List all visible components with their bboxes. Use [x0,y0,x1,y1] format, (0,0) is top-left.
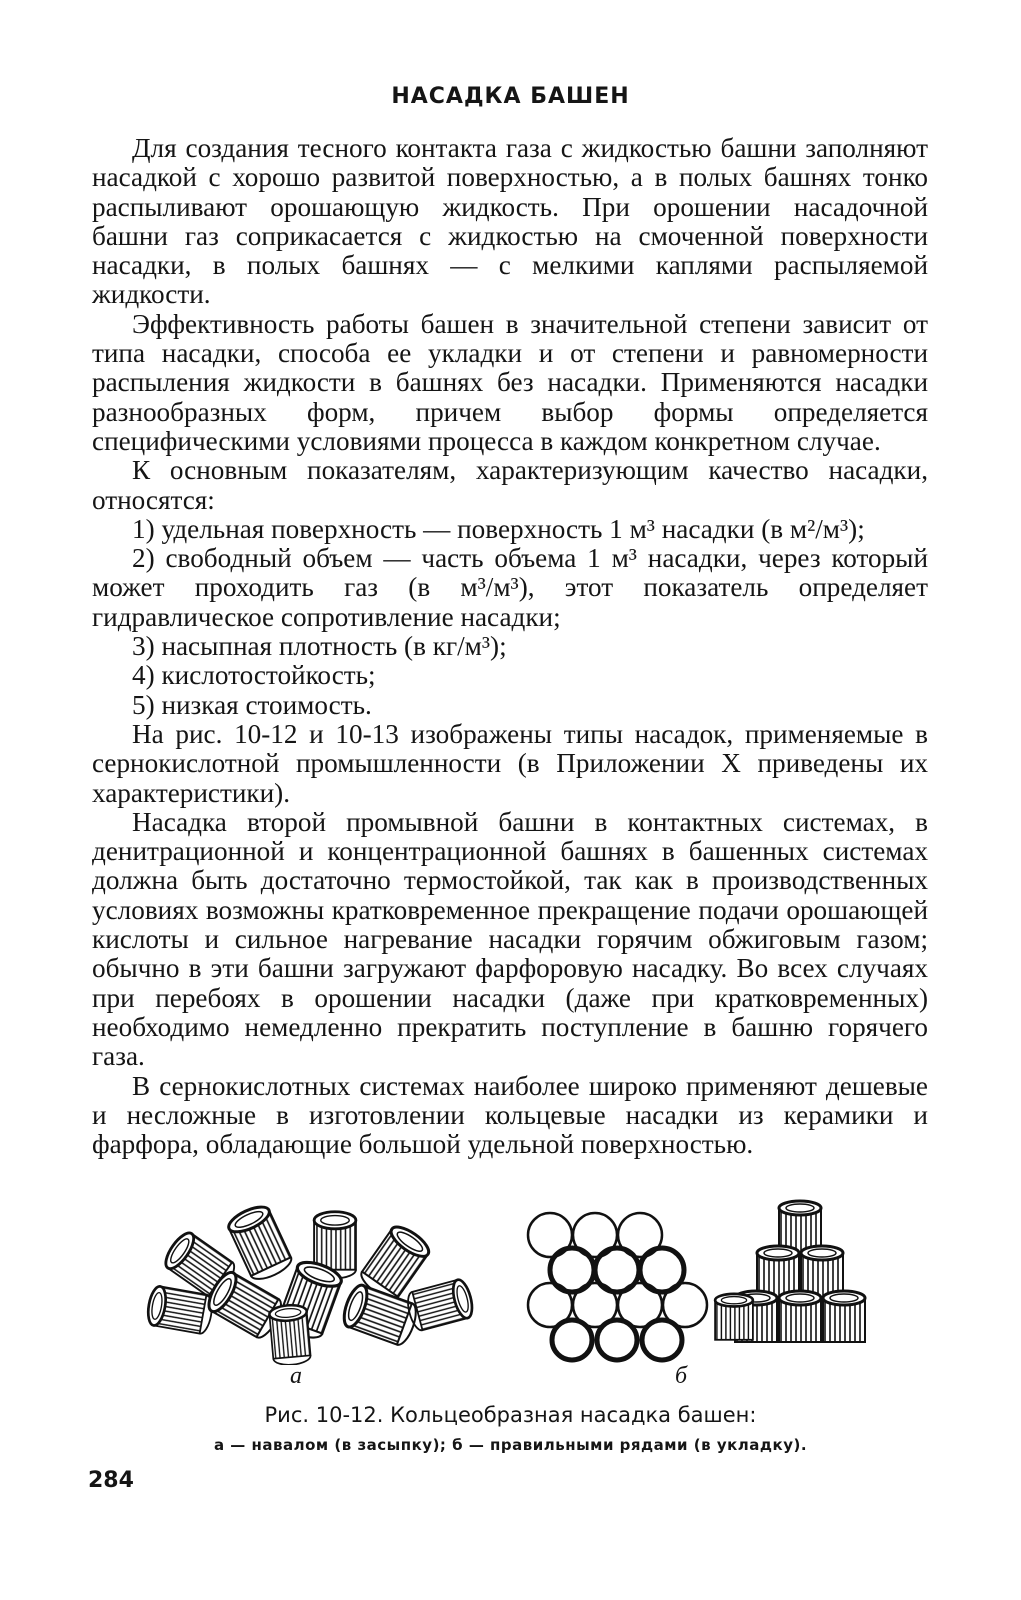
random-packing-illustration [140,1185,480,1365]
ring-icon [715,1294,753,1340]
ring-icon [823,1291,865,1342]
ring-icon [801,1246,843,1297]
list-item: 5) низкая стоимость. [132,689,372,720]
paragraph: Насадка второй промывной башни в контактных системах, в денитрационной и концентрационной башнях в башенных системах должна быть достаточно термостойкой, так как в производственных условиях возможны кратковременное прекращение подачи орошающей кислоты и сильное нагревание насадки горячим обжиговым газом; обычно в эти башни загружают фарфоровую насадку. Во всех случаях при перебоях в орошении насадки (даже при кратковременных) необходимо немедленно прекратить поступление в башню горячего газа. [92,806,928,1072]
ring-icon [225,1202,294,1284]
sub-label-a: а [290,1363,302,1389]
body-text [92,134,928,1159]
paragraph: На рис. 10-12 и 10-13 изображены типы насадок, применяемые в сернокислотной промышленности (в Приложении X приведены их характеристики). [92,718,928,808]
paragraph: Для создания тесного контакта газа с жидкостью башни заполняют насадкой с хорошо развитой поверхностью, а в полых башнях тонко распыливают орошающую жидкость. При орошении насадочной башни газ соприкасается с жидкостью на смоченной поверхности насадки, в полых башнях — с мелкими каплями распыляемой жидкости. [92,133,928,310]
list-item: 2) свободный объем — часть объема 1 м³ насадки, через который может проходить газ (в м³/м³), этот показатель определяет гидравлическое сопротивление насадки; [92,543,928,632]
list-item: 1) удельная поверхность — поверхность 1 м³ насадки (в м²/м³); [132,513,865,544]
figure-caption-legend: а — навалом (в засыпку); б — правильными рядами (в укладку). [213,1436,808,1454]
figure-caption: Рис. 10-12. Кольцеобразная насадка башен: [264,1403,757,1427]
list-item: 3) насыпная плотность (в кг/м³); [132,631,507,662]
ring-icon [779,1201,821,1252]
section-title: НАСАДКА БАШЕН [391,84,630,109]
sub-label-b: б [675,1363,688,1389]
ring-icon [404,1278,475,1333]
page-number: 284 [88,1468,134,1493]
ordered-packing-illustration [520,1185,900,1365]
paragraph: К основным показателям, характеризующим качество насадки, относятся: [92,455,928,515]
paragraph: В сернокислотных системах наиболее широко применяют дешевые и несложные в изготовлении кольцевые насадки из керамики и фарфора, обладающие большой удельной поверхностью. [92,1070,928,1160]
rings-top-view [528,1213,707,1360]
ring-icon [269,1304,311,1365]
figure-ring-packing [140,1185,900,1389]
ring-icon [340,1282,421,1347]
paragraph: Эффективность работы башен в значительной степени зависит от типа насадки, способа ее укладки и от степени и равномерности распыления жидкости в башнях без насадки. Применяются насадки разнообразных форм, причем выбор формы определяется специфическими условиями процесса в каждом конкретном случае. [92,308,928,456]
ring-icon [779,1291,821,1342]
list-item: 4) кислотостойкость; [132,660,376,691]
ring-icon [757,1246,799,1297]
